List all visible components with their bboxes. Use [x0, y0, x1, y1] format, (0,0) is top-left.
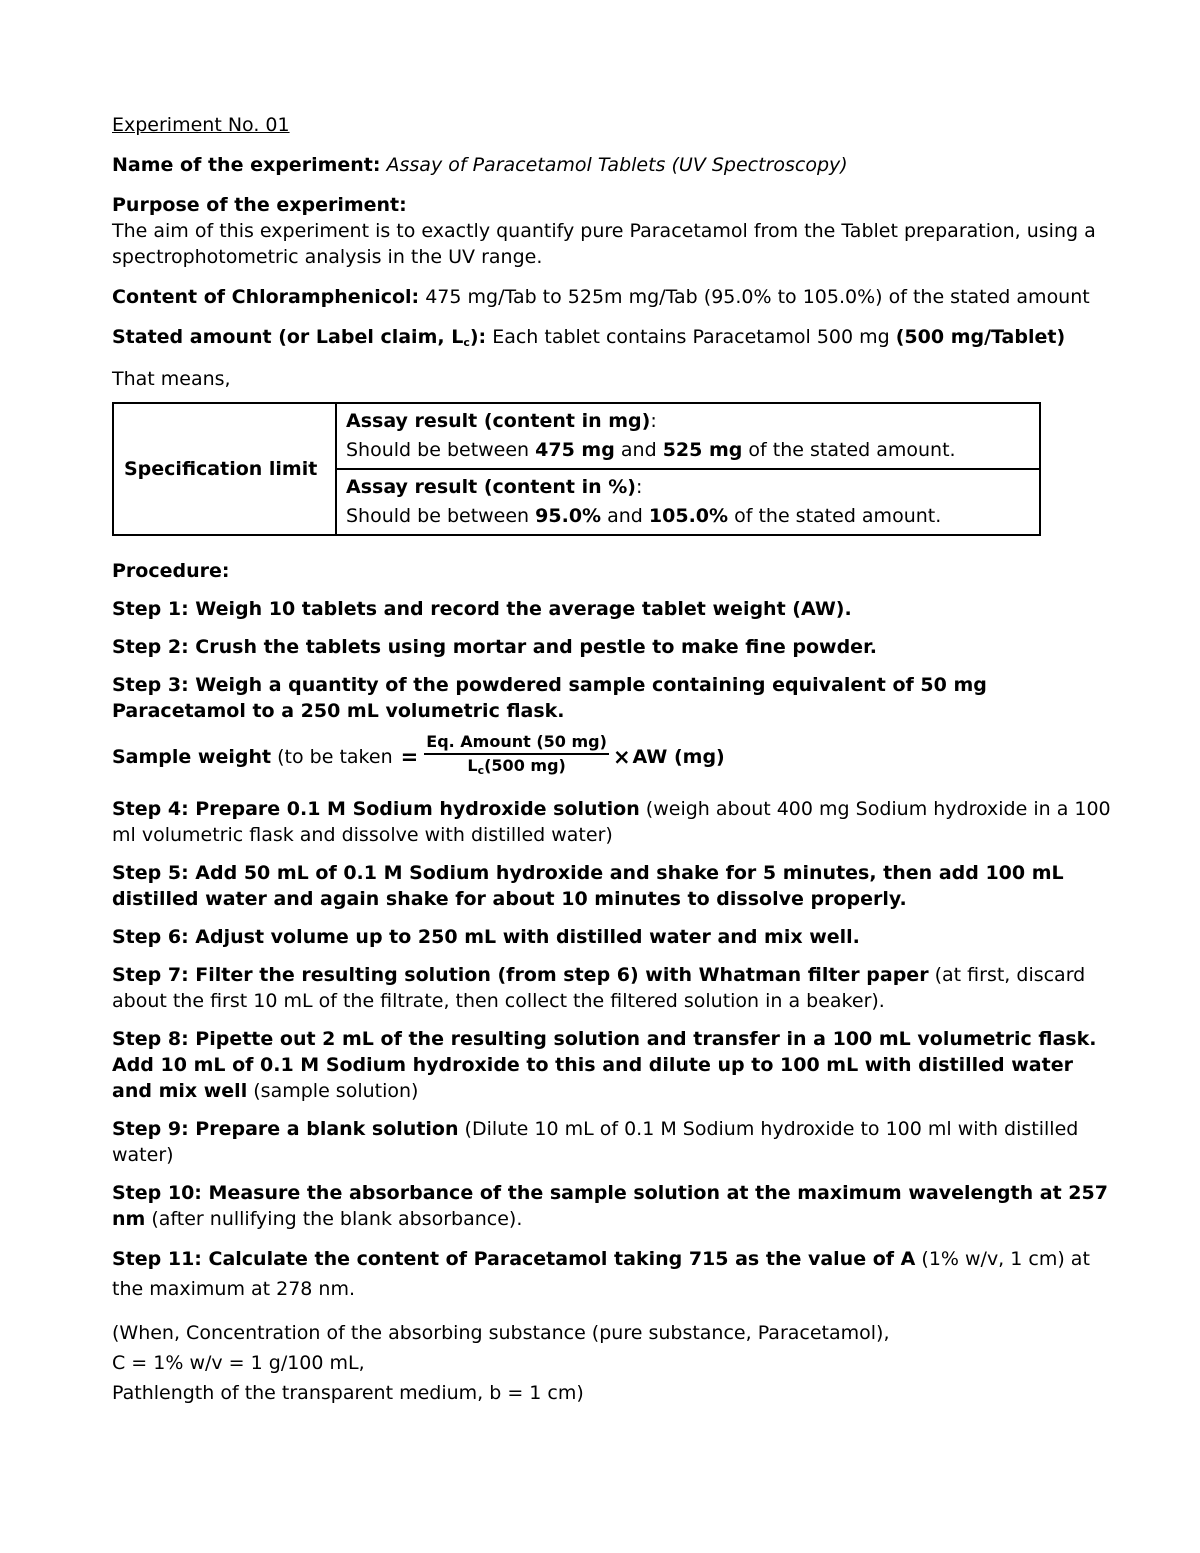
purpose-text: The aim of this experiment is to exactly quantify pure Paracetamol from the Tablet preparation, using a spectrophotometric analysis in the UV range.: [112, 220, 1096, 268]
step-10: Step 10: Measure the absorbance of the sample solution at the maximum wavelength at 257 nm (after nullifying the blank absorbance).: [112, 1182, 1108, 1230]
step-1: Step 1: Weigh 10 tablets and record the average tablet weight (AW).: [112, 598, 852, 620]
that-means: That means,: [112, 368, 231, 390]
content-line: Content of Chloramphenicol: 475 mg/Tab to 525m mg/Tab (95.0% to 105.0%) of the stated amount: [112, 286, 1090, 308]
sample-weight-formula: Sample weight (to be taken = $\frac{\text{Eq. Amount (50 mg)}}{L_c(500 mg)}$ × AW (mg): [112, 732, 1117, 782]
step-4: Step 4: Prepare 0.1 M Sodium hydroxide solution (weigh about 400 mg Sodium hydroxide in a 100 ml volumetric flask and dissolve with distilled water): [112, 798, 1111, 846]
step-2: Step 2: Crush the tablets using mortar and pestle to make fine powder.: [112, 636, 877, 658]
spec-label: Specification limit: [113, 403, 336, 535]
step-6: Step 6: Adjust volume up to 250 mL with distilled water and mix well.: [112, 926, 860, 948]
formula-fraction: $\frac{\text{Eq. Amount (50 mg)}}{L_c(500 mg)}$: [426, 732, 607, 777]
step-11: Step 11: Calculate the content of Paracetamol taking 715 as the value of A (1% w/v, 1 cm) at the maximum at 278 nm.: [112, 1248, 1090, 1300]
stated-amount-line: Stated amount (or Label claim, $L_c$): Each tablet contains Paracetamol 500 mg (500 mg/Tablet): [112, 326, 1066, 349]
step-8: Step 8: Pipette out 2 mL of the resulting solution and transfer in a 100 mL volumetric flask. Add 10 mL of 0.1 M Sodium hydroxide to this and dilute up to 100 mL with distilled water and mix well (sample solution): [112, 1028, 1097, 1102]
step-9: Step 9: Prepare a blank solution (Dilute 10 mL of 0.1 M Sodium hydroxide to 100 ml with distilled water): [112, 1118, 1079, 1166]
specification-table: [112, 402, 1041, 536]
note-line-3: Pathlength of the transparent medium, b = 1 cm): [112, 1382, 584, 1404]
spec-row-mg: Assay result (content in mg): Should be between 475 mg and 525 mg of the stated amount.: [336, 403, 1040, 469]
document-page: [112, 112, 1117, 1408]
experiment-name: Name of the experiment: Assay of Paracetamol Tablets (UV Spectroscopy): [112, 154, 848, 176]
step-5: Step 5: Add 50 mL of 0.1 M Sodium hydroxide and shake for 5 minutes, then add 100 mL distilled water and again shake for about 10 minutes to dissolve properly.: [112, 862, 1064, 910]
experiment-number: Experiment No. 01: [112, 114, 290, 136]
step-7: Step 7: Filter the resulting solution (from step 6) with Whatman filter paper (at first, discard about the first 10 mL of the filtrate, then collect the filtered solution in a beaker).: [112, 964, 1086, 1012]
step-3: Step 3: Weigh a quantity of the powdered sample containing equivalent of 50 mg Paracetamol to a 250 mL volumetric flask.: [112, 674, 987, 722]
spec-row-percent: Assay result (content in %): Should be between 95.0% and 105.0% of the stated amount.: [336, 469, 1040, 535]
procedure-heading: Procedure:: [112, 560, 230, 582]
note-line-2: C = 1% w/v = 1 g/100 mL,: [112, 1352, 365, 1374]
note-line-1: (When, Concentration of the absorbing substance (pure substance, Paracetamol),: [112, 1322, 890, 1344]
purpose-label: Purpose of the experiment:: [112, 194, 407, 216]
